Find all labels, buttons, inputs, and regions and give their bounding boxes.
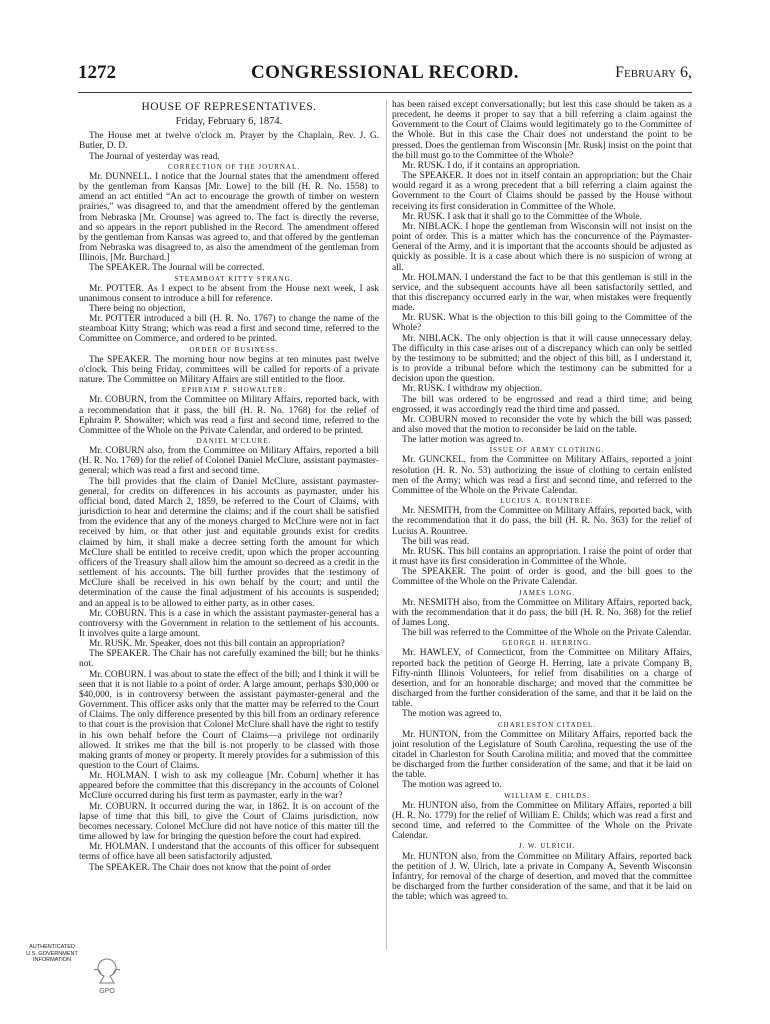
page-number: 1272 — [78, 62, 116, 83]
paragraph: Mr. NESMITH, from the Committee on Military Affairs, reported back, with the recommendation that it do pass, the bill (H. R. No. 363) for the relief of Lucius A. Rountree. — [392, 506, 692, 537]
paragraph: Mr. RUSK. Mr. Speaker, does not this bill contain an appropriation? — [89, 639, 345, 650]
gpo-eagle-icon — [90, 956, 124, 996]
paragraph: Mr. RUSK. This bill contains an appropriation. I raise the point of order that it must have its first consideration in Committee of the Whole. — [392, 546, 692, 568]
section-subheading: WILLIAM E. CHILDS. — [504, 791, 590, 800]
section-subheading: STEAMBOAT KITTY STRANG. — [174, 274, 294, 283]
gpo-line: INFORMATION — [32, 957, 72, 963]
left-column — [79, 100, 379, 873]
section-subheading: J. W. ULRICH. — [518, 842, 576, 851]
paragraph: The bill was referred to the Committee of the Whole on the Private Calendar. — [402, 628, 692, 639]
paragraph: Mr. HOLMAN. I understand the fact to be that this gentleman is still in the service, and the subsequent accounts have all been satisfactorily settled, and that this discrepancy occurred early in the war, when mistakes were frequently made. — [392, 272, 692, 314]
paragraph: Mr. POTTER introduced a bill (H. R. No. 1767) to change the name of the steamboat Kitty Strang; which was read a first and second time, referred to the Committee on Commerce, and ordered to be printed. — [79, 314, 379, 345]
left-body — [79, 131, 379, 872]
section-subheading: DANIEL M'CLURE. — [196, 437, 272, 445]
gpo-authentication — [22, 944, 122, 1004]
paragraph: Mr. COBURN. It occurred during the war, in 1862. It is on account of the lapse of time that this bill, to give the Court of Claims jurisdiction, now becomes necessary. Colonel McClure did not have notice of this matter till the time allowed by law for bringing the question before the court had expired. — [79, 801, 379, 843]
paragraph: Mr. COBURN moved to reconsider the vote by which the bill was passed; and also moved that the motion to reconsider be laid on the table. — [392, 414, 692, 435]
right-body — [392, 100, 692, 902]
paragraph: The motion was agreed to. — [402, 780, 502, 791]
paragraph: Mr. HUNTON also, from the Committee on Military Affairs, reported back the petition of J. W. Ulrich, late a private in Company A, Seventh Wisconsin Infantry, for removal of the charge of desertion, and moved that the committee be discharged from the further consideration of the same, and that it be laid on the table; which was agreed to. — [392, 851, 692, 903]
gpo-line: U.S. GOVERNMENT — [26, 950, 78, 957]
section-subheading: CHARLESTON CITADEL. — [497, 720, 597, 729]
header-date: February 6, — [615, 64, 692, 81]
paragraph: The Journal of yesterday was read. — [89, 151, 220, 162]
paragraph: The SPEAKER. The Chair has not carefully examined the bill; but he thinks not. — [79, 649, 379, 670]
paragraph: The bill was read. — [402, 536, 470, 547]
paragraph: The SPEAKER. The morning hour now begins at ten minutes past twelve o'clock. This being Friday, committees will be called for reports of a private nature. The Committee on Military Affairs are still entitled to the floor. — [79, 354, 379, 386]
section-subheading: JAMES LONG. — [518, 588, 576, 597]
house-heading: HOUSE OF REPRESENTATIVES. — [141, 101, 317, 113]
paragraph-continued: has been raised except conversationally; but lest this case should be taken as a precedent, he deems it proper to say that a bill referring a claim against the Government to the Court of Claims would legitimately go to the Committee of the Whole. But in this case the Chair does not understand the point to be pressed. Does the gentleman from Wisconsin [Mr. Rusk] insist on the point that the bill must go to the Committee of the Whole? — [392, 100, 692, 161]
section-subheading: LUCIUS A. ROUNTREE. — [500, 497, 594, 506]
paragraph: The SPEAKER. It does not in itself contain an appropriation; but the Chair would regard it as a wrong precedent that a bill referring a claim against the Government to the Court of Claims should be passed by the House without receiving its first consideration in Committee of the Whole. — [392, 171, 692, 212]
paragraph: Mr. HUNTON also, from the Committee on Military Affairs, reported a bill (H. R. No. 1779) for the relief of William E. Childs; which was read a first and second time, and referred to the Committee of the Whole on the Private Calendar. — [392, 800, 692, 842]
section-subheading: ORDER OF BUSINESS. — [189, 345, 279, 354]
paragraph: Mr. HOLMAN. I wish to ask my colleague [Mr. Coburn] whether it has appeared before the committee that this discrepancy in the accounts of Colonel McClure occurred during his first term as paymaster, early in the war? — [79, 771, 379, 802]
paragraph: Mr. NIBLACK. The only objection is that it will cause unnecessary delay. The difficulty in this case arises out of a discrepancy which can only be settled by the testimony to be submitted; and the object of this bill, as I understand it, is to provide a tribunal before which the testimony can be submitted for a decision upon the question. — [392, 333, 692, 385]
paragraph: The SPEAKER. The point of order is good, and the bill goes to the Committee of the Whole on the Private Calendar. — [392, 567, 692, 588]
paragraph: Mr. NIBLACK. I hope the gentleman from Wisconsin will not insist on the point of order. This is a matter which has the concurrence of the Paymaster-General of the Army, and it is important that the accounts should be adjusted as quickly as possible. It is a case about which there is no suspicion of wrong at all. — [392, 221, 692, 273]
paragraph: The motion was agreed to. — [402, 709, 502, 720]
paragraph: Mr. POTTER. As I expect to be absent from the House next week, I ask unanimous consent to introduce a bill for reference. — [79, 283, 379, 304]
paragraph: The latter motion was agreed to. — [402, 435, 524, 446]
paragraph: Mr. HAWLEY, of Connecticut, from the Committee on Military Affairs, reported back the petition of George H. Herring, late a private Company B, Fifty-ninth Illinois Volunteers, for relief from disabilities on a charge of desertion, and for an honorable discharge; and moved that the committee be discharged from the further consideration of the same, and that it be laid on the table. — [392, 648, 692, 710]
record-title: CONGRESSIONAL RECORD. — [250, 62, 520, 83]
paragraph: Mr. RUSK. I ask that it shall go to the Committee of the Whole. — [402, 211, 642, 222]
paragraph: The bill provides that the claim of Daniel McClure, assistant paymaster-general, for credits on differences in his accounts as paymaster, under his official bond, dated March 2, 1859, be referred to the Court of Claims, with jurisdiction to hear and determine the claims; and if the court shall be satisfied from the evidence that any of the moneys charged to McClure were not in fact received by him, or that other just and equitable grounds exist for credits claimed by him, it shall make a decree setting forth the amount for which McClure shall be entitled to receive credit, upon which the proper accounting officers of the Treasury shall allow him the amount so decreed as a credit in the settlement of his accounts. The bill further provides that the testimony of McClure shall be received in his own behalf by the court; and until the determination of the cause the final adjustment of his accounts is suspended; and an appeal is to be allowed to either party, as in other cases. — [79, 476, 379, 609]
section-subheading: EPHRAIM P. SHOWALTER. — [181, 386, 287, 395]
gpo-line: AUTHENTICATED — [29, 944, 75, 950]
page-header — [78, 62, 692, 86]
paragraph: There being no objection, — [89, 303, 186, 314]
paragraph: Mr. HOLMAN. I understand that the accounts of this officer for subsequent terms of office have all been satisfactorily adjusted. — [79, 842, 379, 863]
paragraph: Mr. NESMITH also, from the Committee on Military Affairs, reported back, with the recommendation that it do pass, the bill (H. R. No. 368) for the relief of James Long. — [392, 597, 692, 628]
paragraph: Mr. DUNNELL. I notice that the Journal states that the amendment offered by the gentleman from Kansas [Mr. Lowe] to the bill (H. R. No. 1558) to amend an act entitled “An act to encourage the growth of timber on western prairies,” was disagreed to, and that the amendment offered by the gentleman from Nebraska [Mr. Crounse] was agreed to. The fact is directly the reverse, and so appears in the report published in the Record. The amendment offered by the gentleman from Kansas was agreed to, and that offered by the gentleman from Nebraska was disagreed to, as also the amendment of the gentleman from Illinois, [Mr. Burchard.] — [79, 171, 379, 264]
paragraph: Mr. COBURN. This is a case in which the assistant paymaster-general has a controversy with the Government in relation to the settlement of his accounts. It involves quite a large amount. — [79, 608, 379, 639]
paragraph: Mr. RUSK. I do, if it contains an appropriation. — [402, 160, 581, 171]
paragraph: The House met at twelve o'clock m. Prayer by the Chaplain, Rev. J. G. Butler, D. D. — [79, 131, 379, 152]
paragraph: Mr. COBURN. I was about to state the effect of the bill; and I think it will be seen that it is not liable to a point of order. A large amount, perhaps $30,000 or $40,000, is in controversy between the assistant paymaster-general and the Government. This officer asks only that the matter may be referred to the Court of Claims. The only difference presented by this bill from an ordinary reference to that court is the provision that Colonel McClure shall have the right to testify in his own behalf before the Court of Claims—a privilege not ordinarily allowed. It strikes me that the bill is not properly to be classed with those making grants of money or property. It merely provides for a submission of this question to the Court of Claims. — [79, 669, 379, 771]
paragraph: The SPEAKER. The Journal will be corrected. — [89, 263, 265, 274]
gpo-mark: GPO — [99, 988, 115, 995]
section-subheading: CORRECTION OF THE JOURNAL. — [167, 162, 301, 171]
section-subheading: GEORGE H. HERRING. — [502, 639, 592, 648]
paragraph: Mr. GUNCKEL, from the Committee on Military Affairs, reported a joint resolution (H. R. No. 53) authorizing the issue of clothing to certain enlisted men of the Army; which was read a first and second time, and referred to the Committee of the Whole on the Private Calendar. — [392, 455, 692, 496]
day-heading: Friday, February 6, 1874. — [175, 116, 283, 128]
paragraph: Mr. RUSK. I withdraw my objection. — [402, 384, 543, 395]
paragraph: Mr. COBURN, from the Committee on Military Affairs, reported back, with a recommendation that it pass, the bill (H. R. No. 1768) for the relief of Ephraim P. Showalter; which was read a first and second time, referred to the Committee of the Whole on the Private Calendar, and ordered to be printed. — [79, 395, 379, 436]
paragraph: Mr. RUSK. What is the objection to this bill going to the Committee of the Whole? — [392, 313, 692, 334]
paragraph: Mr. COBURN also, from the Committee on Military Affairs, reported a bill (H. R. No. 1769) for the relief of Colonel Daniel McClure, assistant paymaster-general; which was read a first and second time. — [79, 446, 379, 477]
paragraph: The SPEAKER. The Chair does not know that the point of order — [89, 862, 331, 873]
header-rule — [78, 92, 692, 93]
section-subheading: ISSUE OF ARMY CLOTHING. — [489, 446, 605, 455]
paragraph: The bill was ordered to be engrossed and read a third time; and being engrossed, it was accordingly read the third time and passed. — [392, 394, 692, 415]
column-divider — [386, 100, 387, 950]
right-column — [392, 100, 692, 902]
gpo-text — [22, 944, 82, 964]
paragraph: Mr. HUNTON, from the Committee on Military Affairs, reported back the joint resolution of the Legislature of South Carolina, requesting the use of the citadel in Charleston for South Carolina militia; and moved that the committee be discharged from the further consideration of the same, and that it be laid on the table. — [392, 729, 692, 781]
